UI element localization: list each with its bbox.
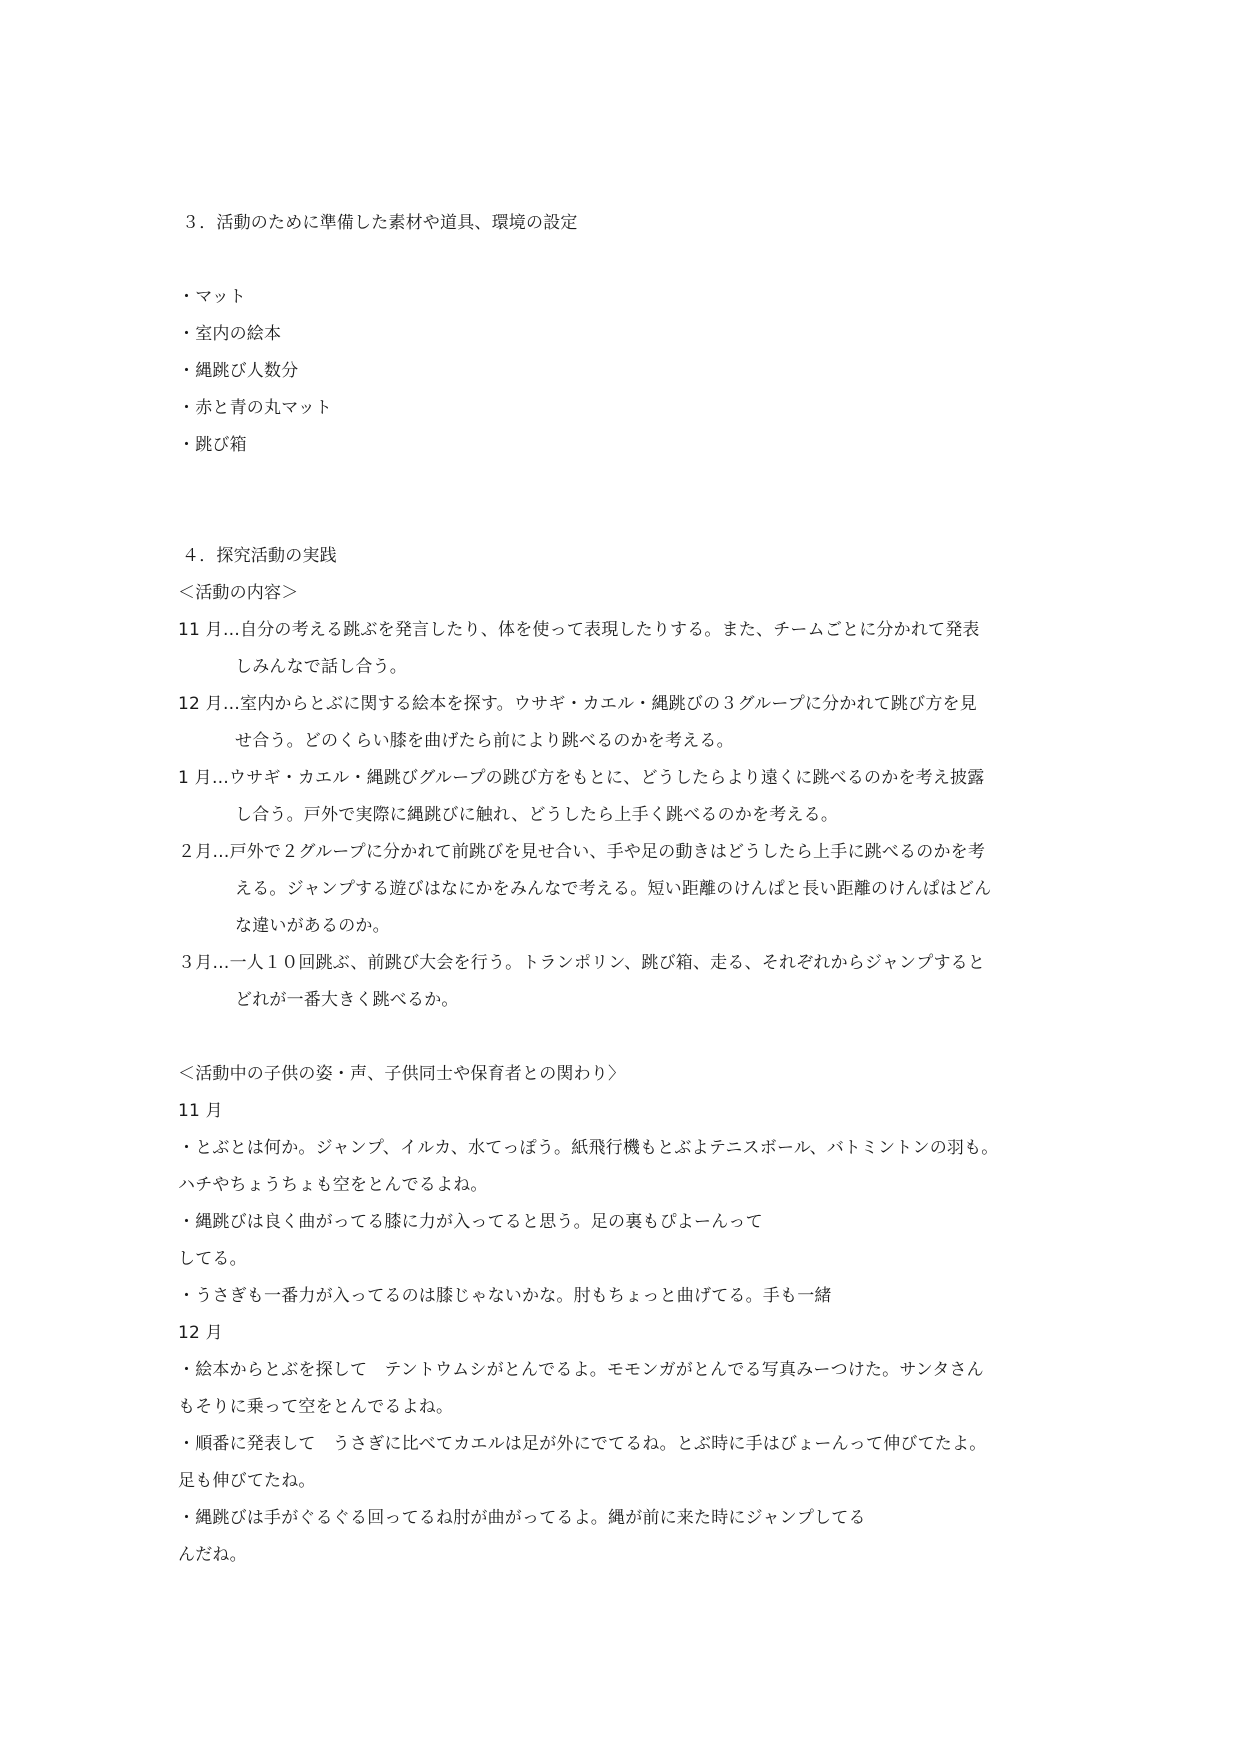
- month-entry-text: ３月…一人１０回跳ぶ、前跳び大会を行う。トランポリン、跳び箱、走る、それぞれからジャンプすると: [178, 953, 986, 973]
- voices-line: ハチやちょうちょも空をとんでるよね。: [178, 1175, 488, 1195]
- voices-line: 足も伸びてたね。: [178, 1471, 316, 1491]
- materials-list-item: ・跳び箱: [178, 435, 247, 455]
- voices-line: 12 月: [178, 1323, 223, 1343]
- month-entry-text: 12 月…室内からとぶに関する絵本を探す。ウサギ・カエル・縄跳びの３グループに分かれて跳び方を見: [178, 694, 977, 714]
- spacer: [178, 242, 1078, 279]
- month-entry-continuation: しみんなで話し合う。: [235, 657, 407, 677]
- voices-line: ・とぶとは何か。ジャンプ、イルカ、水てっぽう。紙飛行機もとぶよテニスボール、バトミントンの羽も。: [178, 1138, 999, 1158]
- spacer: [178, 464, 1078, 538]
- voices-line: もそりに乗って空をとんでるよね。: [178, 1397, 454, 1417]
- month-entry-nov: [178, 612, 1078, 686]
- voices-line: ・うさぎも一番力が入ってるのは膝じゃないかな。肘もちょっと曲げてる。手も一緒: [178, 1286, 832, 1306]
- voices-line: んだね。: [178, 1545, 247, 1565]
- content-label: ＜活動の内容＞: [178, 583, 299, 603]
- spacer: [178, 1019, 1078, 1056]
- voices-line: ・縄跳びは良く曲がってる膝に力が入ってると思う。足の裏もぴよーんって: [178, 1212, 763, 1232]
- section4-heading: ４．探究活動の実践: [182, 546, 337, 566]
- voices-line: ・縄跳びは手がぐるぐる回ってるね肘が曲がってるよ。縄が前に来た時にジャンプしてる: [178, 1508, 866, 1528]
- month-entry-continuation: な違いがあるのか。: [235, 916, 390, 936]
- materials-list-item: ・縄跳び人数分: [178, 361, 299, 381]
- voices-line: してる。: [178, 1249, 247, 1269]
- materials-list-item: ・赤と青の丸マット: [178, 398, 333, 418]
- month-entry-feb: [178, 834, 1078, 945]
- document-page: [178, 205, 1078, 1574]
- materials-list-item: ・マット: [178, 287, 247, 307]
- month-entry-text: 11 月…自分の考える跳ぶを発言したり、体を使って表現したりする。また、チームごとに分かれて発表: [178, 620, 980, 640]
- month-entry-dec: [178, 686, 1078, 760]
- voices-line: 11 月: [178, 1101, 223, 1121]
- month-entry-text: 1 月…ウサギ・カエル・縄跳びグループの跳び方をもとに、どうしたらより遠くに跳べるのかを考え披露: [178, 768, 985, 788]
- section3-heading: ３．活動のために準備した素材や道具、環境の設定: [182, 213, 578, 233]
- children-voices: [178, 1093, 1078, 1574]
- materials-list: [178, 279, 1078, 464]
- month-entry-mar: [178, 945, 1078, 1019]
- month-entry-continuation: どれが一番大きく跳べるか。: [235, 990, 459, 1010]
- month-entry-text: ２月…戸外で２グループに分かれて前跳びを見せ合い、手や足の動きはどうしたら上手に跳べるのかを考: [178, 842, 986, 862]
- materials-list-item: ・室内の絵本: [178, 324, 282, 344]
- month-entry-continuation: せ合う。どのくらい膝を曲げたら前により跳べるのかを考える。: [235, 731, 734, 751]
- monthly-activities: [178, 612, 1078, 1019]
- month-entry-continuation: える。ジャンプする遊びはなにかをみんなで考える。短い距離のけんぱと長い距離のけんぱはどん: [235, 879, 992, 899]
- month-entry-jan: [178, 760, 1078, 834]
- voices-line: ・絵本からとぶを探して テントウムシがとんでるよ。モモンガがとんでる写真みーつけた。サンタさん: [178, 1360, 984, 1380]
- month-entry-continuation: し合う。戸外で実際に縄跳びに触れ、どうしたら上手く跳べるのかを考える。: [235, 805, 839, 825]
- voices-label: ＜活動中の子供の姿・声、子供同士や保育者との関わり〉: [178, 1064, 626, 1084]
- voices-line: ・順番に発表して うさぎに比べてカエルは足が外にでてるね。とぶ時に手はびょーんって伸びてたよ。: [178, 1434, 987, 1454]
